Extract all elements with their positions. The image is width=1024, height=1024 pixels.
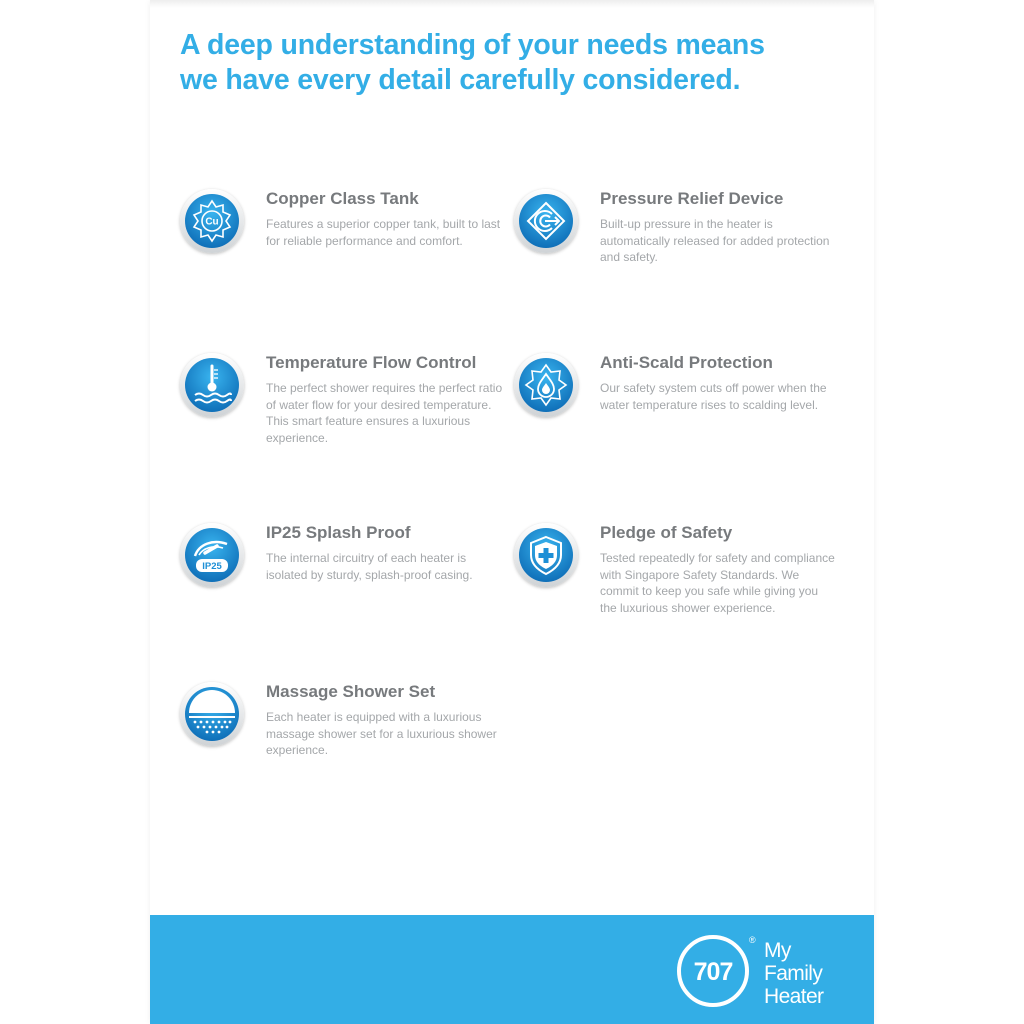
brand-logo-number: 707 — [693, 958, 733, 986]
feature-title: Anti-Scald Protection — [600, 353, 773, 372]
feature-description: Features a superior copper tank, built to last for reliable performance and comfort. — [266, 217, 501, 248]
footer-band — [150, 915, 874, 1024]
safety-shield-icon — [514, 523, 578, 587]
temperature-flow-icon — [180, 353, 244, 417]
page-top-shade — [150, 0, 874, 8]
page-headline — [180, 28, 860, 98]
brand-name-line-2: Family — [764, 962, 823, 985]
splash-proof-icon-label: IP25 — [202, 561, 222, 572]
pressure-relief-icon — [514, 189, 578, 253]
brand-name — [764, 939, 864, 1008]
brand-name-line-1: My — [764, 939, 791, 962]
copper-tank-icon — [180, 189, 244, 253]
feature-title: Pressure Relief Device — [600, 189, 784, 208]
feature-description: The internal circuitry of each heater is isolated by sturdy, splash-proof casing. — [266, 551, 473, 582]
brand-name-line-3: Heater — [764, 985, 824, 1008]
headline-line-1: A deep understanding of your needs means — [180, 29, 765, 61]
registered-mark: ® — [749, 935, 756, 945]
feature-description: Our safety system cuts off power when the water temperature rises to scalding level. — [600, 381, 827, 412]
feature-description: Built-up pressure in the heater is automatically released for added protection and safety. — [600, 217, 830, 264]
copper-tank-icon-label: Cu — [205, 216, 219, 228]
splash-proof-icon — [180, 523, 244, 587]
feature-description: Tested repeatedly for safety and compliance with Singapore Safety Standards. We commit to keep you safe while giving you the luxurious shower experience. — [600, 551, 835, 615]
feature-title: Massage Shower Set — [266, 682, 436, 701]
brochure-page — [150, 0, 874, 1024]
feature-description: The perfect shower requires the perfect ratio of water flow for your desired temperature. This smart feature ensures a luxurious experience. — [266, 381, 503, 445]
anti-scald-icon — [514, 353, 578, 417]
brand-logo-circle — [677, 935, 749, 1007]
shower-head-icon — [180, 682, 244, 746]
headline-line-2: we have every detail carefully considered. — [180, 64, 741, 96]
feature-description: Each heater is equipped with a luxurious massage shower set for a luxurious shower experience. — [266, 710, 497, 757]
feature-title: Temperature Flow Control — [266, 353, 477, 372]
feature-title: IP25 Splash Proof — [266, 523, 411, 542]
feature-title: Pledge of Safety — [600, 523, 733, 542]
feature-title: Copper Class Tank — [266, 189, 419, 208]
